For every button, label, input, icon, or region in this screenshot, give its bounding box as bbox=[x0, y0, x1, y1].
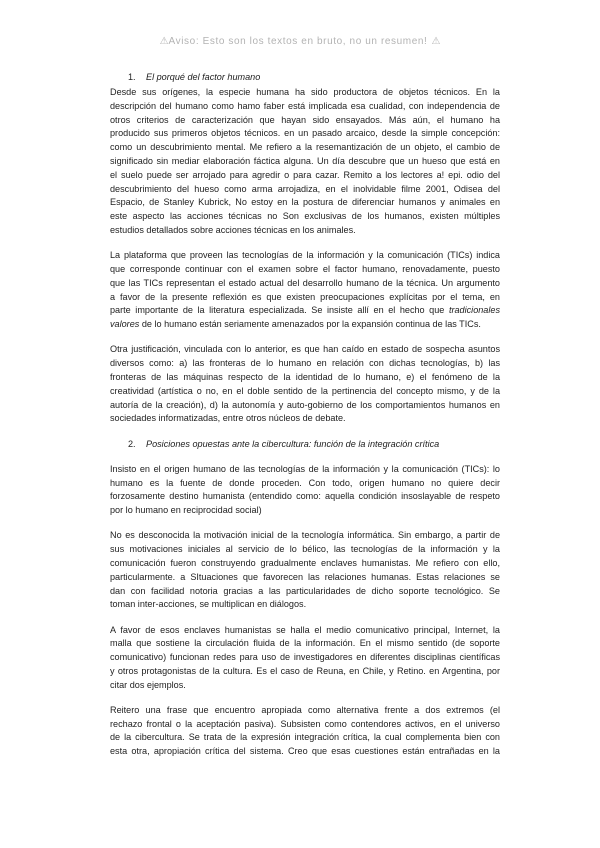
paragraph bbox=[110, 249, 500, 332]
paragraph-line: No es desconocida la motivación inicial de la tecnología informática. Sin embargo, a partir de bbox=[110, 530, 500, 541]
paragraph-line: sus motivaciones iniciales al servicio de lo bélico, las tecnologías de la información y la bbox=[110, 544, 500, 555]
paragraph-line: como un descubrimiento mental. Me refiero a la resemantización de un objeto, el cambio de bbox=[110, 142, 500, 153]
paragraph-line bbox=[110, 304, 500, 318]
paragraph-line: Espacio, de Stanley Kubrick, No estoy en la postura de diferenciar humanos y animales en bbox=[110, 197, 500, 208]
paragraph-line: que las TICs representan el estado actual del desarrollo humano de la técnica. Un argumento bbox=[110, 277, 500, 288]
paragraph-line: rechazo frontal o la aceptación pasiva). Subsisten como contendores activos, en el universo bbox=[110, 718, 500, 729]
paragraph-line: toman inter-acciones, se multiplican en diálogos. bbox=[110, 599, 307, 610]
paragraph-line: citar dos ejemplos. bbox=[110, 679, 186, 690]
paragraph-line: La plataforma que proveen las tecnologías de la información y la comunicación (TICs) indica bbox=[110, 250, 500, 261]
paragraph-line bbox=[110, 318, 500, 332]
paragraph-line: producido sus primeros objetos técnicos. en un pasado arcaico, desde la simple concepción: bbox=[110, 128, 500, 139]
paragraph bbox=[110, 86, 500, 238]
notice-text: Aviso: Esto son los textos en bruto, no un resumen! bbox=[168, 36, 428, 47]
paragraph-line: creatividad (artística o no, en el doble sentido de la pertinencia del concepto mismo, y de la bbox=[110, 385, 500, 396]
paragraph-line: autoría de la creación), d) la autonomía y auto-gobierno de los comportamientos humanos en bbox=[110, 399, 500, 410]
line-text: de lo humano están seriamente amenazados por la expansión continua de las TICs. bbox=[141, 319, 481, 330]
paragraph-line: esta otra, apropiación crítica del sistema. Creo que esas cuestiones están entrañadas en la bbox=[110, 746, 500, 757]
paragraph-line: comunicativo) funcionan redes para uso de investigadores en diferentes disciplinas científicas bbox=[110, 652, 500, 663]
paragraph-line: Otra justificación, vinculada con lo anterior, es que han caído en estado de sospecha asuntos bbox=[110, 344, 500, 355]
paragraph-line: Reitero una frase que encuentro apropiada como alternativa frente a dos extremos (el bbox=[110, 704, 500, 715]
paragraph-line: comunicación fueron construyendo gradualmente enclaves humanistas. Me refiero con ello, bbox=[110, 557, 500, 568]
warning-icon bbox=[431, 36, 440, 47]
section-heading bbox=[110, 71, 500, 85]
paragraph-line: por lo humano en reciprocidad social) bbox=[110, 505, 262, 516]
paragraph bbox=[110, 529, 500, 612]
paragraph-line: que corresponde continuar con el examen sobre el factor humano, renovadamente, puesto bbox=[110, 264, 500, 275]
paragraph-line: significado sin mediar elaboración fáctica alguna. Un día descubre que un hueso que está en bbox=[110, 156, 500, 167]
paragraph-line: y otros protagonistas de la cultura. Es el caso de Reuna, en Chile, y Retino. en Argentina, por bbox=[110, 665, 500, 676]
section-number: 2. bbox=[128, 438, 136, 449]
paragraph-line: sociedades informatizadas, entre otros núcleos de debate. bbox=[110, 413, 346, 424]
paragraph-line: dan con facilidad notoria gracias a las particularidades de dicho soporte tecnológico. Se bbox=[110, 585, 500, 596]
raw-text-notice bbox=[0, 35, 600, 49]
section-title: El porqué del factor humano bbox=[146, 72, 261, 83]
line-text: parte importante de la literatura especializada. Se insiste allí en el hecho que bbox=[110, 305, 445, 316]
paragraph-line: Insisto en el origen humano de las tecnologías de la información y la comunicación (TICs): lo bbox=[110, 463, 500, 474]
paragraph-line: A favor de esos enclaves humanistas se halla el medio comunicativo principal, Internet, la bbox=[110, 624, 500, 635]
paragraph-line: descubrimiento del hueso como arma arrojadiza, en el inolvidable filme 2001, Odisea del bbox=[110, 183, 500, 194]
paragraph-line: a favor de la presente reflexión es que existen preocupaciones explícitas por el tema, en bbox=[110, 291, 500, 302]
paragraph bbox=[110, 463, 500, 518]
section-number: 1. bbox=[128, 72, 136, 83]
paragraph-line: este aspecto las acciones técnicas no Son exclusivas de los humanos, existen múltiples bbox=[110, 211, 500, 222]
paragraph bbox=[110, 343, 500, 426]
paragraph bbox=[110, 704, 500, 759]
paragraph-line: descripción del humano como hamo faber está implicada esa cualidad, con independencia de bbox=[110, 100, 500, 111]
paragraph-line: particularmente. a SItuaciones que favorecen las relaciones humanas. Estas relaciones se bbox=[110, 571, 500, 582]
paragraph-line: humano es la fuente de donde proceden. Con todo, origen humano no quiere decir bbox=[110, 477, 500, 488]
emphasized-text: valores bbox=[110, 319, 140, 330]
paragraph-line: diversos como: a) las fronteras de lo humano en relación con dichas tecnologías, b) las bbox=[110, 358, 500, 369]
warning-icon bbox=[160, 36, 169, 47]
paragraph-line: fronteras de las máquinas respecto de la identidad de lo humano, e) el fenómeno de la bbox=[110, 372, 500, 382]
emphasized-text: tradicionales bbox=[448, 305, 500, 316]
paragraph-line: otros criterios de caracterización que hayan sido ensayados. Más aún, el humano ha bbox=[110, 114, 500, 125]
paragraph-line: el suelo puede ser arrojado para agredir o para cazar. Remito a los lectores a! epi. odio del bbox=[110, 169, 500, 180]
paragraph-line: estudios detallados sobre acciones técnicas en los animales. bbox=[110, 225, 356, 236]
section-heading bbox=[110, 438, 500, 452]
paragraph-line: Desde sus orígenes, la especie humana ha sido productora de objetos técnicos. En la bbox=[110, 87, 500, 98]
paragraph-line: de la cibercultura. Se trata de la expresión integración crítica, la cual complementa bien con bbox=[110, 732, 500, 743]
section-title: Posiciones opuestas ante la cibercultura: función de la integración crítica bbox=[146, 438, 440, 449]
paragraph-line: forzosamente destino humanista (entendido como: aquella condición insoslayable de respeto bbox=[110, 491, 500, 502]
paragraph bbox=[110, 624, 500, 693]
paragraph-line: malla que sostiene la circulación fluida de la información. En el mismo sentido (de soporte bbox=[110, 638, 500, 649]
document-body bbox=[110, 71, 500, 759]
